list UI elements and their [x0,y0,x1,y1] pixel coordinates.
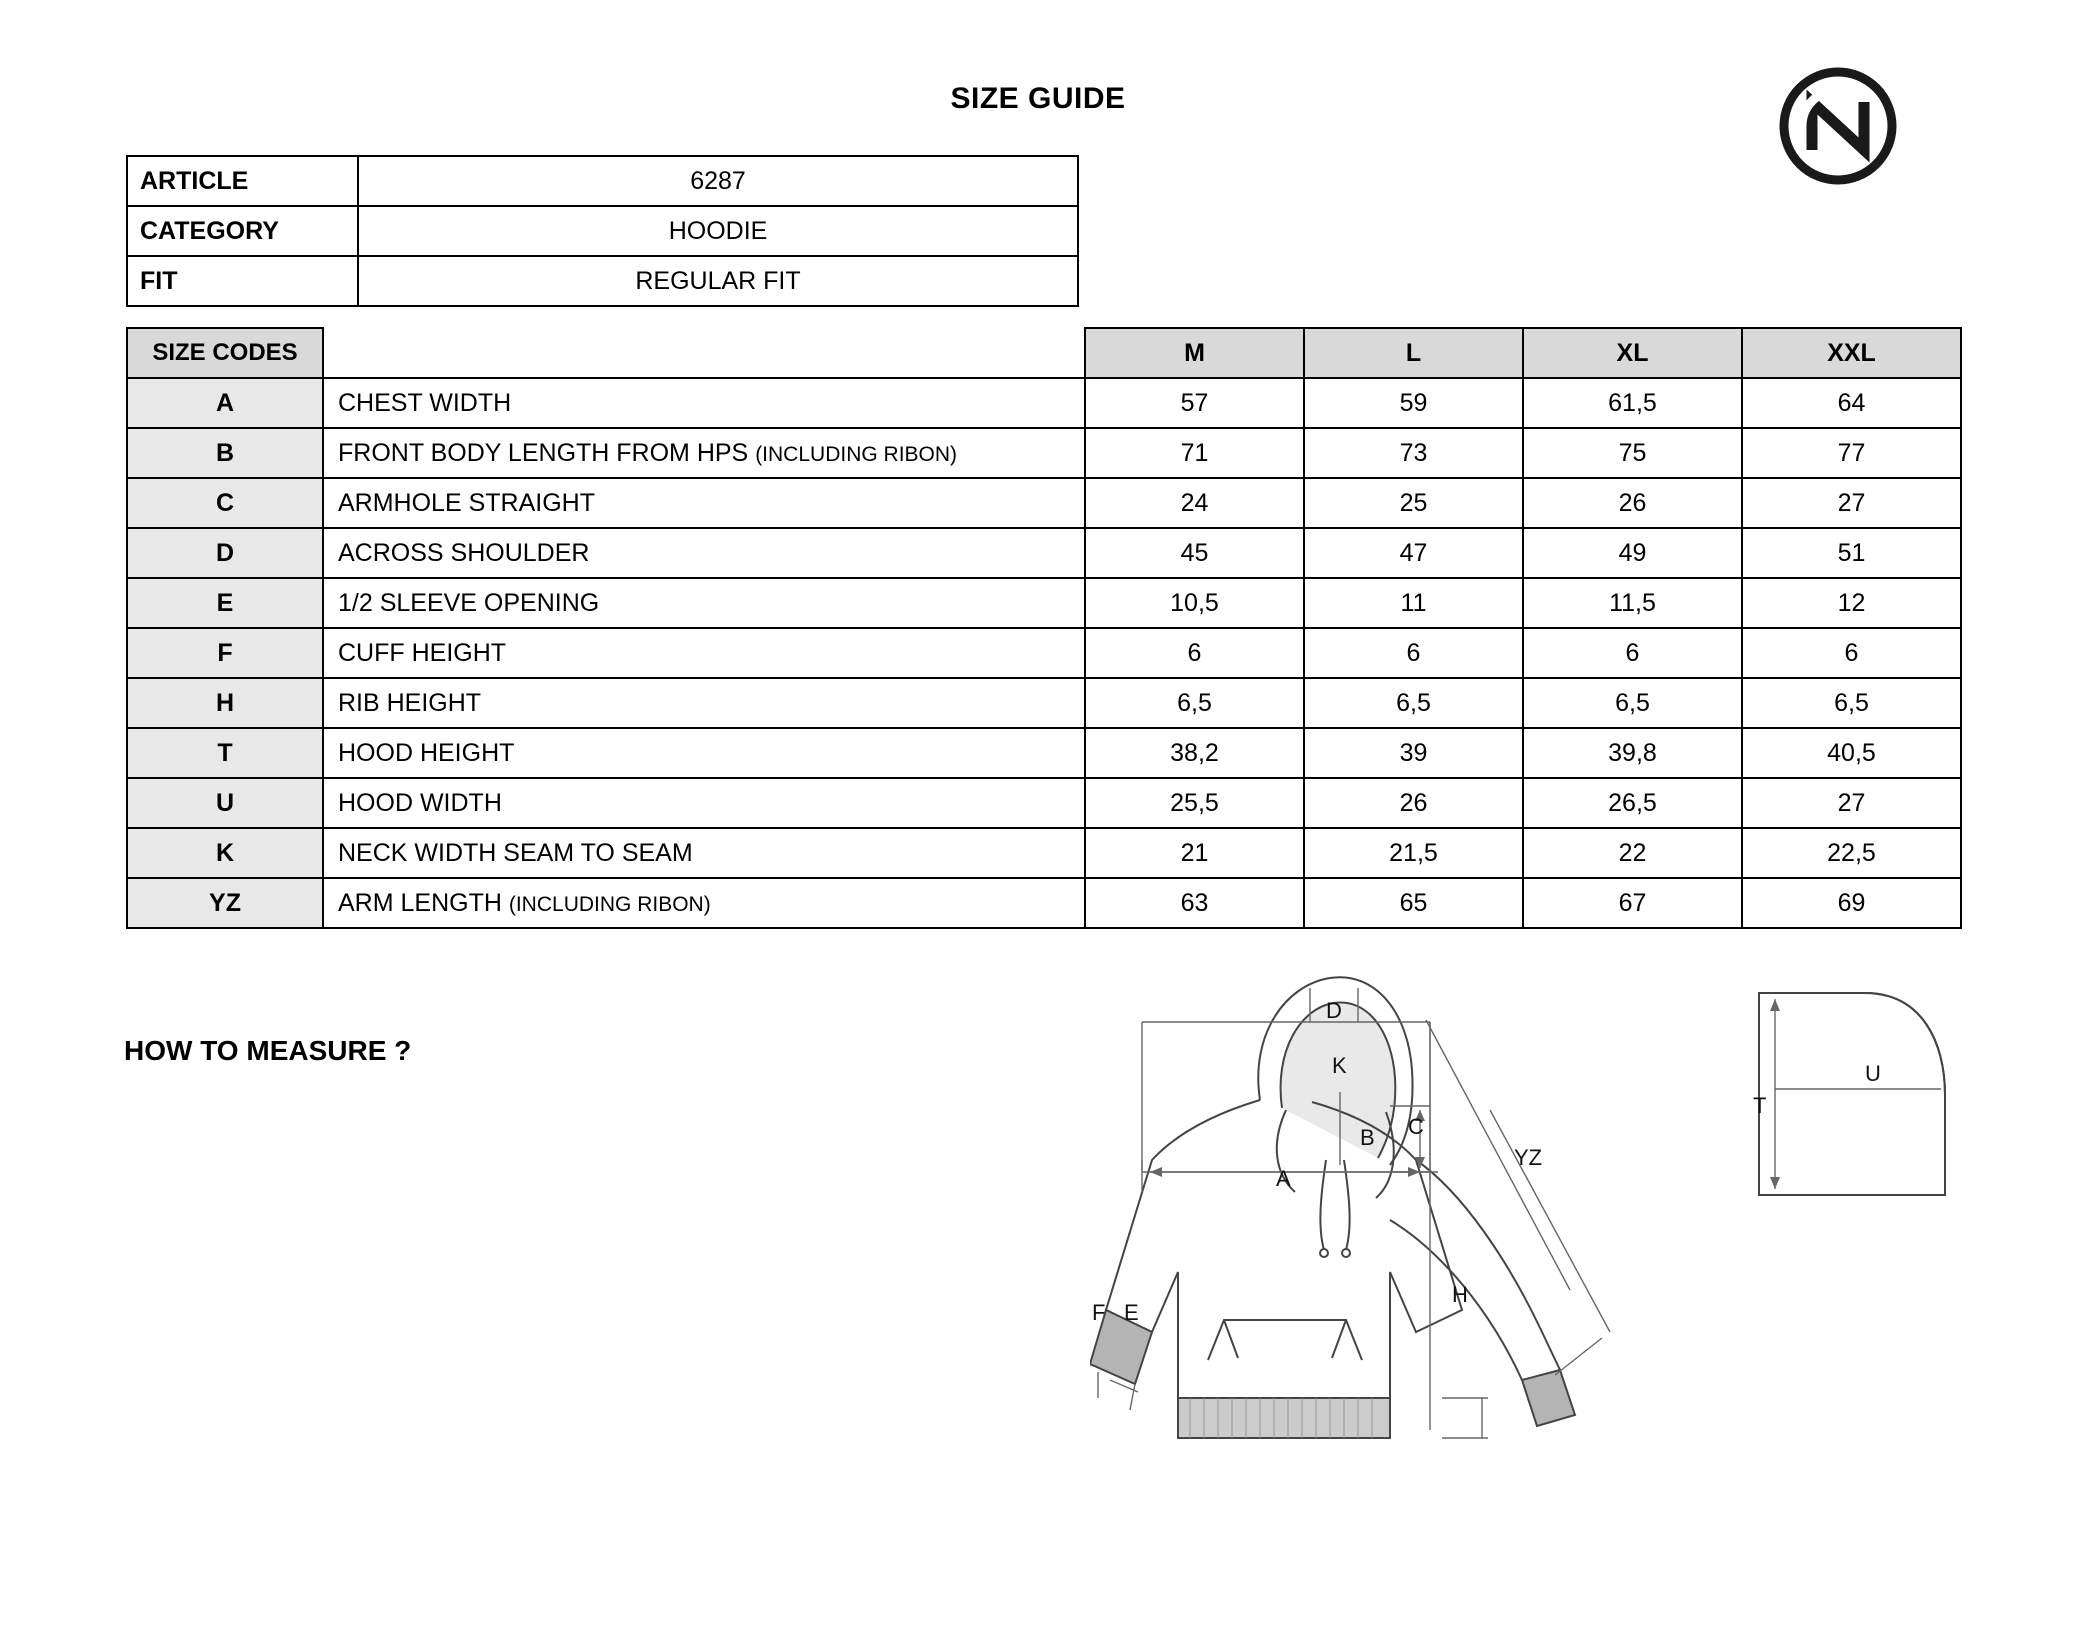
measurement-table [126,327,1962,929]
table-row [127,256,1078,306]
row-value-l: 47 [1304,528,1523,578]
column-header-xxl: XXL [1742,328,1961,378]
row-value-m: 6,5 [1085,678,1304,728]
row-value-xxl: 64 [1742,378,1961,428]
info-value-fit: REGULAR FIT [358,256,1078,306]
table-row [127,378,1961,428]
table-row [127,528,1961,578]
row-code: K [127,828,323,878]
row-value-m: 10,5 [1085,578,1304,628]
article-info-table [126,155,1079,307]
info-value-article: 6287 [358,156,1078,206]
table-row [127,778,1961,828]
table-row [127,478,1961,528]
label-k: K [1332,1053,1347,1078]
row-value-l: 25 [1304,478,1523,528]
row-value-xxl: 12 [1742,578,1961,628]
table-row [127,678,1961,728]
row-value-xl: 6,5 [1523,678,1742,728]
label-a: A [1276,1166,1291,1191]
table-header-row [127,328,1961,378]
row-description-main: HOOD HEIGHT [338,738,515,767]
row-description-main: FRONT BODY LENGTH FROM HPS [338,438,756,467]
row-value-xl: 11,5 [1523,578,1742,628]
how-to-measure-title: HOW TO MEASURE ? [124,1035,412,1066]
row-code: YZ [127,878,323,928]
row-value-xxl: 77 [1742,428,1961,478]
column-header-size-codes: SIZE CODES [127,328,323,378]
row-description-main: CHEST WIDTH [338,388,512,417]
label-d: D [1326,998,1342,1023]
row-value-xxl: 27 [1742,478,1961,528]
row-value-l: 21,5 [1304,828,1523,878]
row-value-m: 21 [1085,828,1304,878]
row-value-xxl: 40,5 [1742,728,1961,778]
info-value-category: HOODIE [358,206,1078,256]
row-value-xl: 49 [1523,528,1742,578]
row-value-m: 71 [1085,428,1304,478]
row-value-l: 6,5 [1304,678,1523,728]
row-description-main: HOOD WIDTH [338,788,502,817]
column-header-xl: XL [1523,328,1742,378]
row-code: A [127,378,323,428]
row-description-main: CUFF HEIGHT [338,638,507,667]
row-value-xl: 26,5 [1523,778,1742,828]
page-title: SIZE GUIDE [950,82,1126,115]
row-description [323,578,1085,628]
column-header-l: L [1304,328,1523,378]
label-f: F [1092,1300,1106,1325]
row-description-note: (INCLUDING RIBON) [508,892,711,916]
row-value-m: 57 [1085,378,1304,428]
table-row [127,156,1078,206]
row-value-xl: 26 [1523,478,1742,528]
row-value-l: 59 [1304,378,1523,428]
row-value-xxl: 6 [1742,628,1961,678]
row-value-xl: 61,5 [1523,378,1742,428]
table-row [127,206,1078,256]
row-code: H [127,678,323,728]
row-code: T [127,728,323,778]
row-value-xl: 22 [1523,828,1742,878]
row-code: D [127,528,323,578]
row-value-xxl: 22,5 [1742,828,1961,878]
table-row [127,578,1961,628]
table-row [127,428,1961,478]
table-row [127,828,1961,878]
row-description-main: RIB HEIGHT [338,688,482,717]
row-description [323,478,1085,528]
row-value-m: 38,2 [1085,728,1304,778]
row-value-m: 45 [1085,528,1304,578]
row-value-m: 25,5 [1085,778,1304,828]
table-row [127,728,1961,778]
row-description [323,778,1085,828]
column-header-m: M [1085,328,1304,378]
row-value-xl: 6 [1523,628,1742,678]
column-header-description [323,328,1085,378]
row-value-xl: 75 [1523,428,1742,478]
label-b: B [1360,1125,1375,1150]
row-description [323,728,1085,778]
row-value-l: 26 [1304,778,1523,828]
label-h: H [1452,1282,1468,1307]
row-value-l: 6 [1304,628,1523,678]
row-code: C [127,478,323,528]
row-value-xxl: 6,5 [1742,678,1961,728]
row-description [323,378,1085,428]
row-code: U [127,778,323,828]
row-value-xxl: 69 [1742,878,1961,928]
hood-detail-diagram [1745,985,1965,1245]
table-row [127,878,1961,928]
row-value-xxl: 27 [1742,778,1961,828]
row-description-main: ARMHOLE STRAIGHT [338,488,595,517]
row-code: B [127,428,323,478]
row-description [323,428,1085,478]
label-t: T [1753,1093,1767,1118]
row-value-xl: 67 [1523,878,1742,928]
row-description-main: NECK WIDTH SEAM TO SEAM [338,838,693,867]
row-code: E [127,578,323,628]
row-value-m: 6 [1085,628,1304,678]
row-description [323,678,1085,728]
label-u: U [1865,1061,1881,1086]
row-code: F [127,628,323,678]
info-label-fit: FIT [127,256,358,306]
row-description [323,878,1085,928]
label-c: C [1408,1114,1424,1139]
row-value-xxl: 51 [1742,528,1961,578]
info-label-category: CATEGORY [127,206,358,256]
row-value-xl: 39,8 [1523,728,1742,778]
row-value-l: 11 [1304,578,1523,628]
label-yz: YZ [1514,1145,1543,1170]
row-description [323,828,1085,878]
row-value-l: 39 [1304,728,1523,778]
row-description [323,628,1085,678]
table-row [127,628,1961,678]
row-description [323,528,1085,578]
row-description-note: (INCLUDING RIBON) [755,442,958,466]
brand-logo [1778,66,1898,186]
row-value-l: 65 [1304,878,1523,928]
row-description-main: ARM LENGTH [338,888,509,917]
info-label-article: ARTICLE [127,156,358,206]
row-description-main: ACROSS SHOULDER [338,538,590,567]
row-description-main: 1/2 SLEEVE OPENING [338,588,600,617]
row-value-l: 73 [1304,428,1523,478]
row-value-m: 24 [1085,478,1304,528]
row-value-m: 63 [1085,878,1304,928]
label-e: E [1124,1300,1139,1325]
